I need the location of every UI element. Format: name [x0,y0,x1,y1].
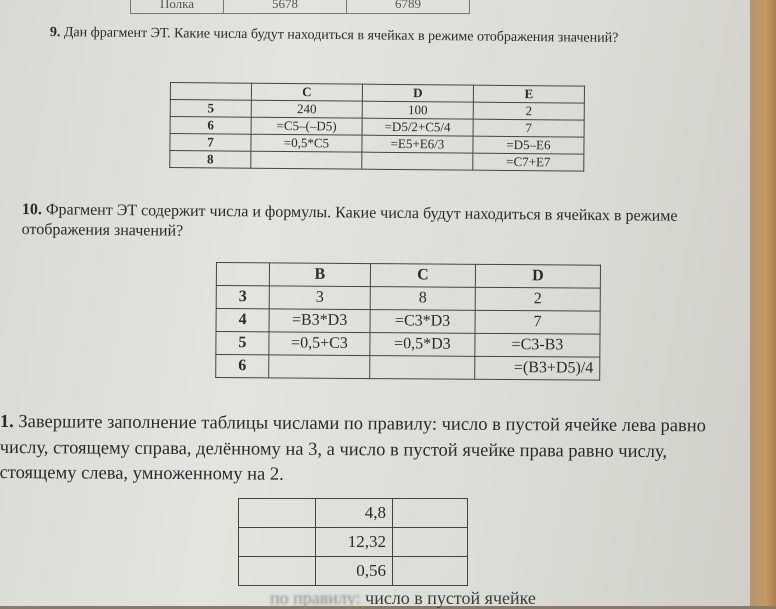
empty-cell-right [393,499,468,528]
table-cell: 7 [475,310,600,334]
question-11-table [238,498,468,586]
table-row [239,499,468,528]
table-cell: =C3*D3 [370,310,475,334]
table-cell: 8 [370,287,475,311]
cut-text: число в пустой ячейке [365,588,536,608]
question-10-table [215,262,601,381]
empty-cell-left [239,528,316,557]
table-cell: 240 [251,100,362,118]
table-cell: 0,56 [316,557,393,586]
column-header-d: D [475,264,600,288]
column-header-c: C [370,264,475,288]
table-cell [370,356,475,380]
question-number: 10. [21,200,42,219]
blurred-text: по правилу: [270,588,361,608]
table-row [170,151,584,172]
corner-cell [170,83,251,101]
row-header: 5 [170,100,251,118]
question-text: Дан фрагмент ЭТ. Какие числа будут находиться в ячейках в режиме отображения значений? [63,25,619,46]
table-cell: Полка [131,0,224,14]
table-cell: 5678 [224,0,347,14]
table-cell: 100 [362,101,473,119]
table-cell: 6789 [347,0,470,14]
table-cell [269,355,370,379]
table-cell: =C5–(–D5) [251,117,362,135]
table-cell: 4,8 [316,499,393,528]
top-fragment-table [130,0,470,14]
row-header: 4 [216,309,269,332]
corner-cell [216,263,269,286]
table-cell: 2 [475,287,600,311]
table-cell: 12,32 [316,528,393,557]
table-cell: =0,5*D3 [370,333,475,357]
table-cell: =(B3+D5)/4 [475,356,600,380]
table-row [216,355,600,381]
empty-cell-right [393,528,468,557]
question-10 [22,200,692,247]
table-cell: =B3*D3 [269,309,370,333]
table-row [131,0,470,14]
row-header: 6 [170,117,251,135]
row-header: 7 [170,134,251,152]
table-header-row [216,263,600,289]
question-9 [50,24,620,47]
table-cell: =C3-B3 [475,333,600,357]
question-11 [0,410,740,491]
column-header-c: C [251,83,362,101]
table-row [216,332,600,358]
empty-cell-left [239,557,316,586]
table-cell: 3 [269,286,370,310]
column-header-e: E [473,85,584,103]
row-header: 6 [216,355,269,378]
column-header-d: D [362,84,473,102]
question-text: Завершите заполнение таблицы числами по правилу: число в пустой ячейке лева равно числу, стоящему справа, делённому на 3, а число в пустой ячейке права равно числу, стоящему слева, умноженному на 2. [0,412,706,485]
row-header: 5 [216,332,269,355]
table-cell: 7 [473,119,584,137]
table-row [239,557,468,586]
empty-cell-right [393,557,468,586]
table-cell [362,152,473,170]
question-number: 9. [49,24,61,41]
table-cell [251,151,362,169]
desk-edge [750,0,776,606]
question-text: Фрагмент ЭТ содержит числа и формулы. Какие числа будут находиться в ячейках в режиме отображения значений? [21,201,678,240]
question-9-table [169,82,585,172]
table-cell: =D5/2+C5/4 [362,118,473,136]
table-cell: =0,5+C3 [269,332,370,356]
row-header: 3 [216,286,269,309]
table-cell: =0,5*C5 [251,134,362,152]
table-cell: =C7+E7 [473,153,584,171]
question-number: 1. [0,411,14,433]
table-cell: =D5–E6 [473,136,584,154]
table-cell: 2 [473,102,584,120]
table-row [239,528,468,557]
column-header-b: B [269,263,370,287]
row-header: 8 [170,151,251,169]
table-row [216,286,600,312]
table-cell: =E5+E6/3 [362,135,473,153]
empty-cell-left [239,499,316,528]
table-row [216,309,600,335]
